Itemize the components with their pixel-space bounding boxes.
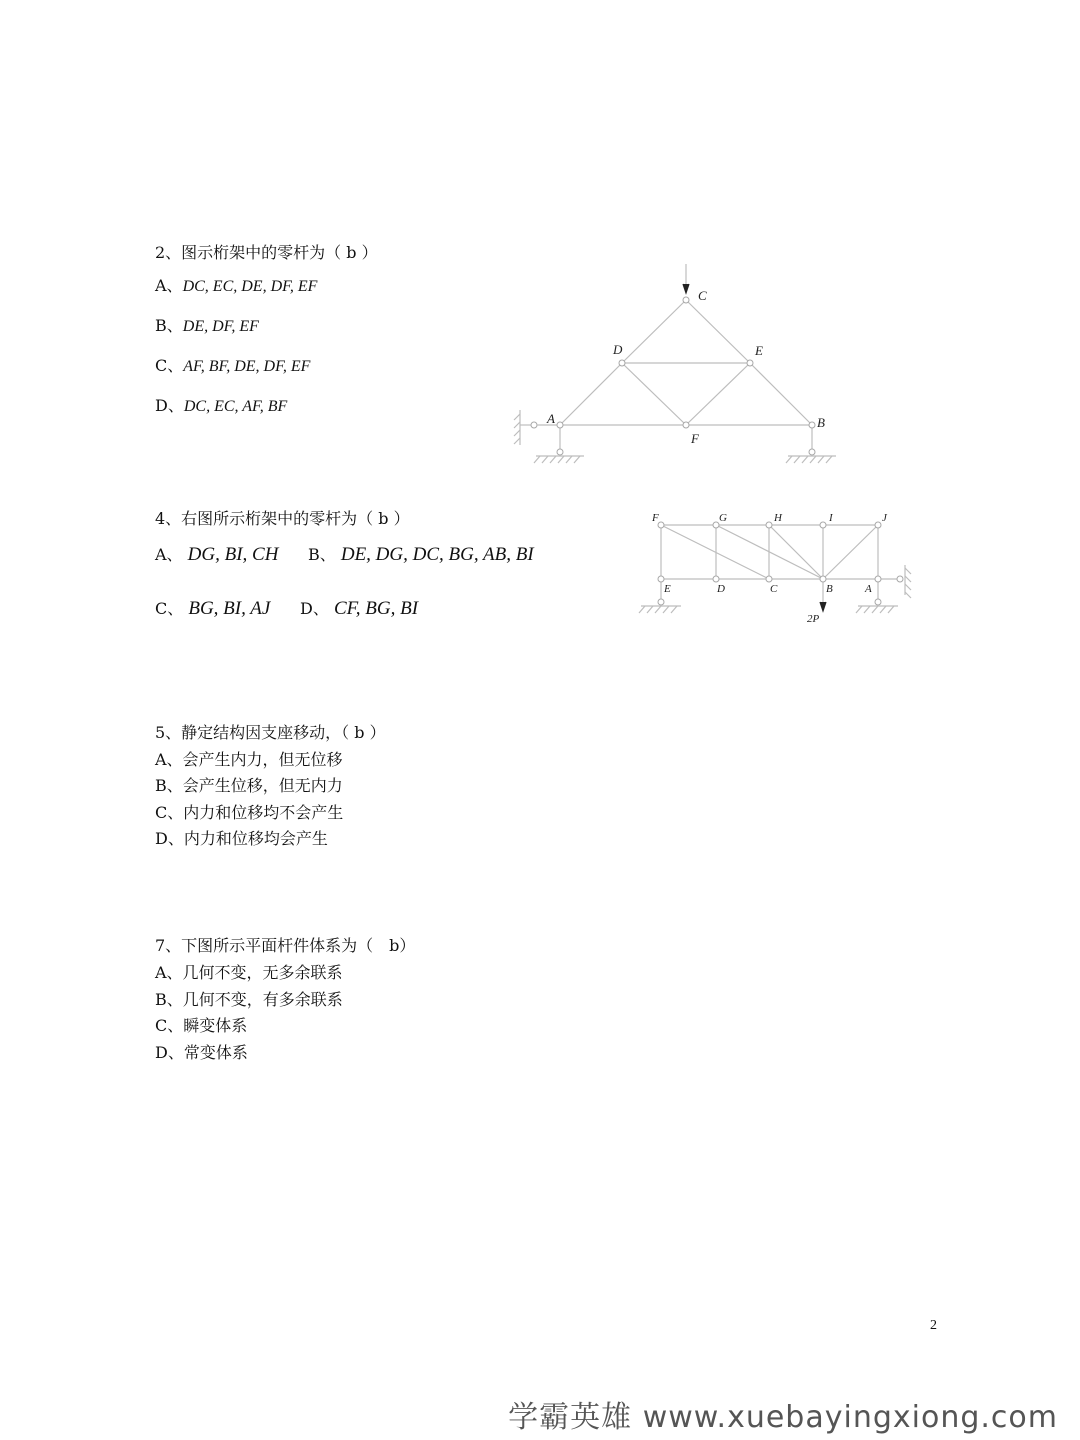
q7-option-c: C、瞬变体系 xyxy=(155,1016,248,1035)
q4-option-a-text: DG, BI, CH xyxy=(187,544,279,565)
q2-label-b: B xyxy=(817,415,825,430)
q4-option-b-text: DE, DG, DC, BG, AB, BI xyxy=(340,544,534,565)
q2-option-c-text: AF, BF, DE, DF, EF xyxy=(183,358,311,375)
q4-option-b-key: B、 xyxy=(308,545,336,564)
q4-title: 4、右图所示桁架中的零杆为（ b ） xyxy=(155,509,410,528)
q2-option-d-text: DC, EC, AF, BF xyxy=(183,398,288,415)
q4-option-c-text: BG, BI, AJ xyxy=(188,598,271,619)
q4-label-d: D xyxy=(717,583,725,595)
q2-title: 2、图示桁架中的零杆为（ b ） xyxy=(155,243,378,262)
q2-option-c-key: C、 xyxy=(155,356,184,375)
q7-title: 7、下图所示平面杆件体系为（ b） xyxy=(155,936,416,955)
q4-load-arrowhead xyxy=(820,602,826,611)
q4-option-a xyxy=(155,542,278,566)
q4-label-g: G xyxy=(719,512,727,524)
q4-option-c-key: C、 xyxy=(155,599,184,618)
q5-option-a: A、会产生内力，但无位移 xyxy=(155,750,343,769)
q2-label-f: F xyxy=(691,431,699,446)
q5-option-d: D、内力和位移均会产生 xyxy=(155,829,328,848)
q4-label-j: J xyxy=(882,512,887,524)
page-number: 2 xyxy=(930,1318,937,1333)
q4-label-c: C xyxy=(770,583,778,595)
q4-label-f: F xyxy=(652,512,659,524)
q4-label-load: 2P xyxy=(807,613,820,625)
q4-option-d-text: CF, BG, BI xyxy=(333,598,419,619)
q7-option-b: B、几何不变，有多余联系 xyxy=(155,990,343,1009)
q2-option-a-text: DC, EC, DE, DF, EF xyxy=(182,278,318,295)
q5-option-c: C、内力和位移均不会产生 xyxy=(155,803,344,822)
q2-option-d xyxy=(155,393,287,416)
q2-option-b-text: DE, DF, EF xyxy=(182,318,259,335)
q4-option-a-key: A、 xyxy=(155,545,183,564)
q2-option-a-key: A、 xyxy=(155,276,183,295)
q2-label-a: A xyxy=(547,411,555,426)
q4-option-b xyxy=(308,542,534,566)
q2-option-a xyxy=(155,273,317,296)
q4-label-a: A xyxy=(865,583,872,595)
q4-truss-figure xyxy=(630,505,920,630)
q2-label-c: C xyxy=(698,288,707,303)
q4-label-i: I xyxy=(829,512,833,524)
q5-option-b: B、会产生位移，但无内力 xyxy=(155,776,343,795)
q4-option-c xyxy=(155,596,270,620)
q4-option-d xyxy=(300,596,418,620)
q2-label-d: D xyxy=(613,342,623,357)
q2-truss-figure xyxy=(510,255,850,480)
q2-option-b-key: B、 xyxy=(155,316,183,335)
q2-label-e: E xyxy=(755,343,763,358)
q7-option-a: A、几何不变，无多余联系 xyxy=(155,963,343,982)
q4-label-e: E xyxy=(664,583,671,595)
q2-option-c xyxy=(155,353,310,376)
q7-option-d: D、常变体系 xyxy=(155,1043,248,1062)
watermark: 学霸英雄 www.xuebayingxiong.com xyxy=(508,1400,1058,1435)
q2-option-b xyxy=(155,313,259,336)
q4-option-d-key: D、 xyxy=(300,599,329,618)
q2-load-arrowhead xyxy=(683,284,689,293)
q5-title: 5、静定结构因支座移动，（ b ） xyxy=(155,723,386,742)
q2-option-d-key: D、 xyxy=(155,396,184,415)
q4-label-h: H xyxy=(774,512,782,524)
q4-label-b: B xyxy=(826,583,833,595)
